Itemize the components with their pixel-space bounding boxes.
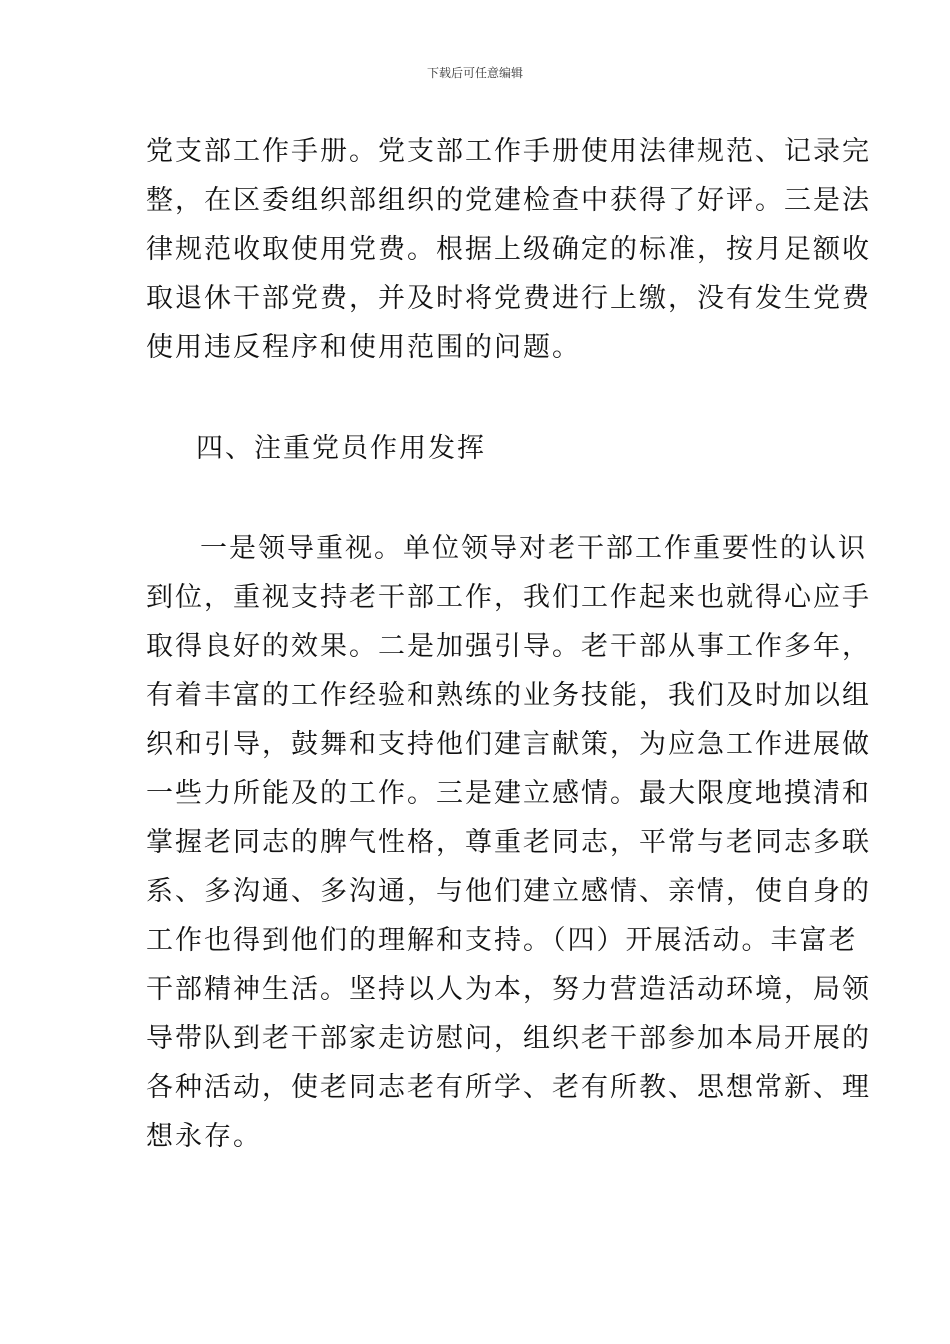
paragraph-1-text [146, 127, 871, 372]
paragraph-line: 掌握老同志的脾气性格，尊重老同志，平常与老同志多联 [146, 827, 871, 858]
paragraph-line: 工作也得到他们的理解和支持。（四）开展活动。丰富老 [146, 925, 858, 956]
paragraph-line: 各种活动，使老同志老有所学、老有所教、思想常新、理 [146, 1072, 871, 1103]
paragraph-line: 导带队到老干部家走访慰问，组织老干部参加本局开展的 [146, 1023, 871, 1054]
paragraph-line: 一些力所能及的工作。三是建立感情。最大限度地摸清和 [146, 778, 871, 809]
paragraph-line: 织和引导，鼓舞和支持他们建言献策，为应急工作进展做 [146, 729, 871, 760]
page-header: 下载后可任意编辑 [426, 66, 523, 80]
paragraph-line: 干部精神生活。坚持以人为本，努力营造活动环境，局领 [146, 974, 871, 1005]
paragraph-line: 取退休干部党费，并及时将党费进行上缴，没有发生党费 [146, 283, 871, 314]
paragraph-line: 有着丰富的工作经验和熟练的业务技能，我们及时加以组 [146, 680, 871, 711]
paragraph-line: 一是领导重视。单位领导对老干部工作重要性的认识 [200, 533, 867, 564]
paragraph-1 [146, 127, 871, 372]
paragraph-2 [146, 524, 871, 1161]
paragraph-line: 使用违反程序和使用范围的问题。 [146, 332, 581, 363]
paragraph-line: 整，在区委组织部组织的党建检查中获得了好评。三是法 [146, 185, 871, 216]
paragraph-line: 党支部工作手册。党支部工作手册使用法律规范、记录完 [146, 136, 871, 167]
paragraph-line: 想永存。 [146, 1121, 262, 1152]
paragraph-line: 到位，重视支持老干部工作，我们工作起来也就得心应手 [146, 582, 871, 613]
section-heading: 四、注重党员作用发挥 [196, 433, 486, 464]
paragraph-line: 取得良好的效果。二是加强引导。老干部从事工作多年， [146, 631, 871, 662]
paragraph-2-text [146, 524, 871, 1161]
paragraph-line: 律规范收取使用党费。根据上级确定的标准，按月足额收 [146, 234, 871, 265]
paragraph-line: 系、多沟通、多沟通，与他们建立感情、亲情，使自身的 [146, 876, 871, 907]
